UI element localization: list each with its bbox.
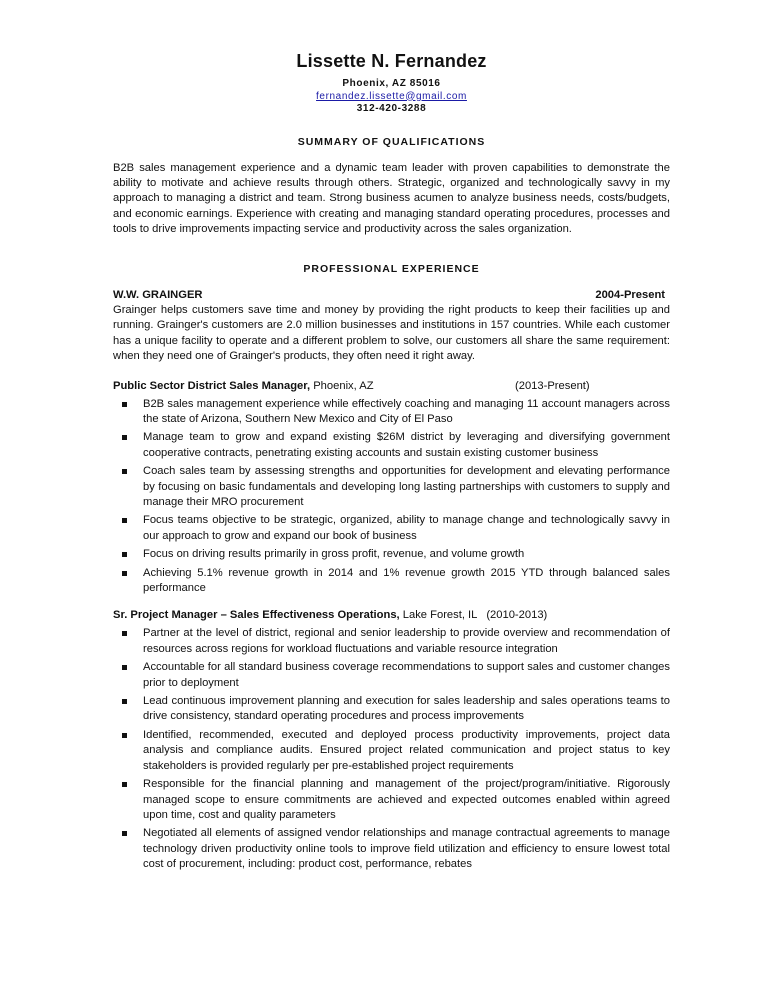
role-header — [113, 608, 670, 624]
square-bullet-icon — [122, 402, 127, 407]
location-text: Phoenix, AZ 85016 — [342, 78, 441, 89]
email-link[interactable]: fernandez.lissette@gmail.com — [316, 90, 467, 102]
summary-text: B2B sales management experience and a dynamic team leader with proven capabilities to demonstrate the ability to motivate and achieve results through others. Strategic, organized and technologically savvy in my approach to managing a district and team. Strong business acumen to analyze business needs, costs/budgets, and economic earnings. Experience with creating and managing standard operating procedures, processes and tools to drive improvements impacting service and productivity across the sales organization. — [113, 161, 670, 236]
list-item: Manage team to grow and expand existing $26M district by leveraging and diversifying government cooperative contracts, penetrating existing accounts and sustain existing customer business — [143, 430, 670, 461]
square-bullet-icon — [122, 435, 127, 440]
square-bullet-icon — [122, 782, 127, 787]
role-dates: (2013-Present) — [515, 379, 590, 392]
role-title: Sr. Project Manager – Sales Effectiveness Operations, — [113, 609, 400, 622]
square-bullet-icon — [122, 552, 127, 557]
role-header — [113, 379, 670, 395]
list-item: B2B sales management experience while effectively coaching and managing 11 account managers across the state of Arizona, Southern New Mexico and City of El Paso — [143, 397, 670, 428]
list-item: Focus teams objective to be strategic, organized, ability to manage change and technologically savvy in our approach to grow and expand our book of business — [143, 513, 670, 544]
role-location: Lake Forest, IL — [402, 609, 477, 622]
list-item: Partner at the level of district, regional and senior leadership to provide overview and recommendation of resources across regions for workload fluctuations and variable resource integration — [143, 626, 670, 657]
list-item: Lead continuous improvement planning and execution for sales leadership and sales operations teams to drive consistency, standard operating procedures and process improvements — [143, 694, 670, 725]
role-bullet-list — [113, 397, 670, 597]
square-bullet-icon — [122, 571, 127, 576]
candidate-name: Lissette N. Fernandez — [296, 51, 487, 71]
square-bullet-icon — [122, 665, 127, 670]
square-bullet-icon — [122, 518, 127, 523]
square-bullet-icon — [122, 831, 127, 836]
role-dates: (2010-2013) — [486, 609, 548, 622]
company-dates: 2004-Present — [595, 288, 665, 301]
list-item: Achieving 5.1% revenue growth in 2014 and 1% revenue growth 2015 YTD through balanced sales performance — [143, 566, 670, 597]
list-item: Coach sales team by assessing strengths and opportunities for development and elevating performance by focusing on basic fundamentals and developing long lasting partnerships with customers to supply and manage their MRO procurement — [143, 464, 670, 510]
list-item: Accountable for all standard business coverage recommendations to support sales and customer changes prior to deployment — [143, 660, 670, 691]
list-item: Identified, recommended, executed and deployed process productivity improvements, project data analysis and compliance audits. Ensured project related communication and project status to key stakeholders is provided regularly per pre-established project requirements — [143, 728, 670, 774]
company-name: W.W. GRAINGER — [113, 288, 203, 301]
company-description: Grainger helps customers save time and money by providing the right products to keep their facilities up and running. Grainger's customers are 2.0 million businesses and institutions in 157 countries. While each customer has a unique facility to operate and a different problem to solve, our customers all share the same requirement: when they need one of Grainger's products, they often need it right away. — [113, 303, 670, 363]
phone-text: 312-420-3288 — [356, 103, 427, 114]
list-item: Responsible for the financial planning and management of the project/program/initiative. Rigorously managed scope to ensure commitments are achieved and expected outcomes enabled within agreed upon time, cost and quality parameters — [143, 777, 670, 823]
list-item: Focus on driving results primarily in gross profit, revenue, and volume growth — [143, 547, 670, 562]
square-bullet-icon — [122, 631, 127, 636]
role-bullet-list — [113, 626, 670, 872]
square-bullet-icon — [122, 469, 127, 474]
experience-heading: PROFESSIONAL EXPERIENCE — [303, 262, 480, 275]
square-bullet-icon — [122, 699, 127, 704]
list-item: Negotiated all elements of assigned vendor relationships and manage contractual agreements to manage technology driven productivity online tools to improve field utilization and efficiency to ensure lowest total cost of procurement, including: product cost, performance, rebates — [143, 826, 670, 872]
contact-block — [113, 78, 670, 116]
square-bullet-icon — [122, 733, 127, 738]
role-location: Phoenix, AZ — [313, 379, 374, 392]
role-title: Public Sector District Sales Manager, — [113, 379, 311, 392]
company-line — [113, 288, 670, 303]
summary-heading: SUMMARY OF QUALIFICATIONS — [297, 135, 486, 148]
